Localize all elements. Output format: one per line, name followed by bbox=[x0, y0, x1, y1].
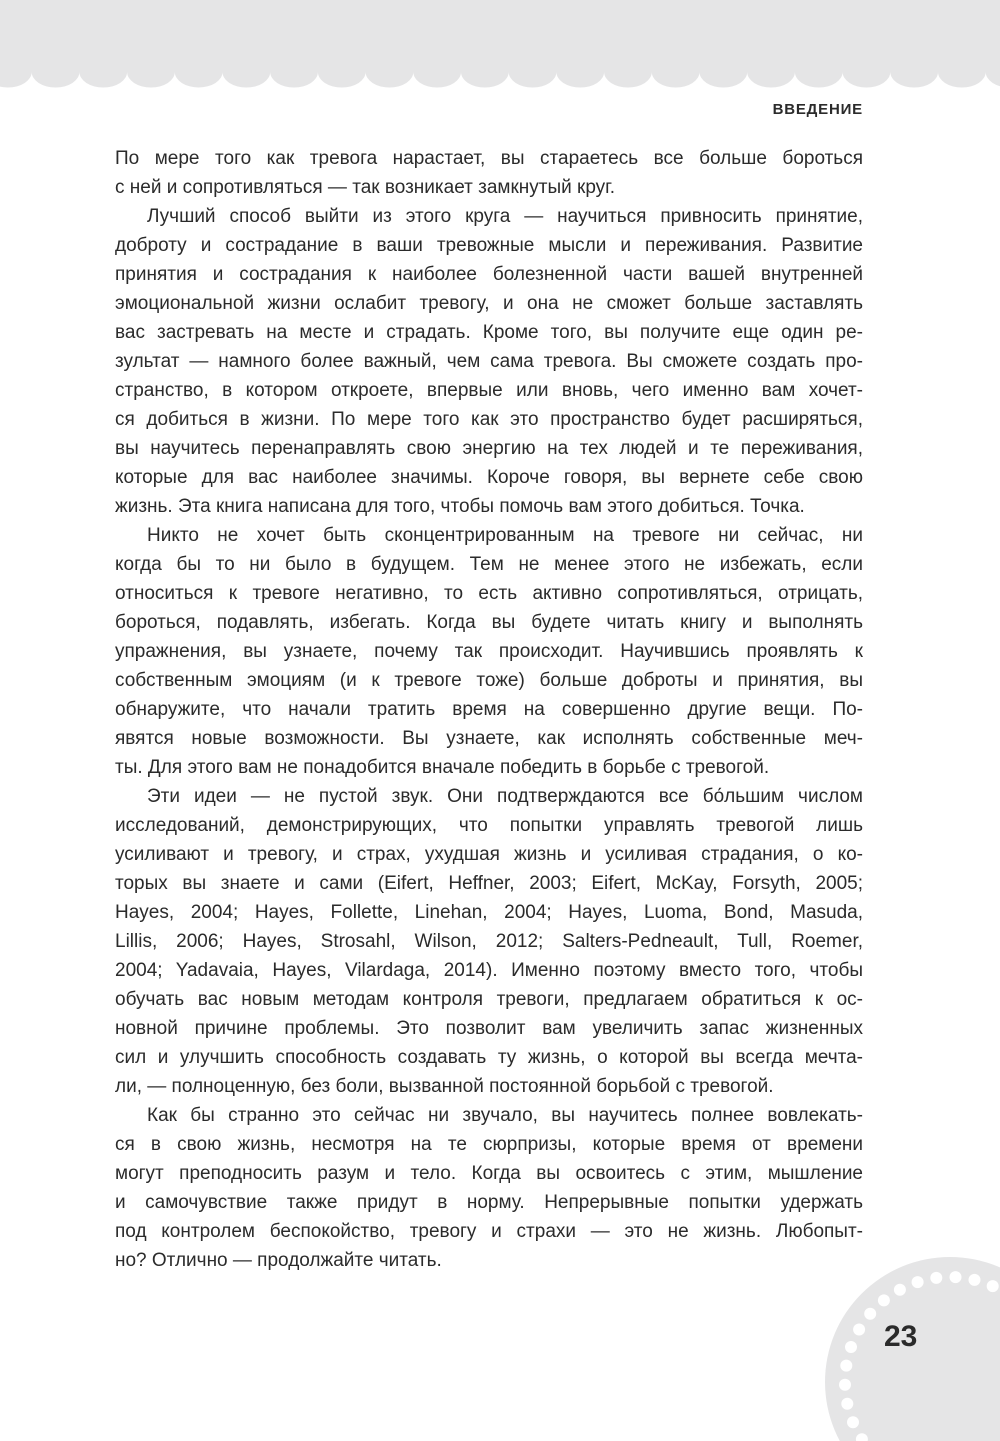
text-line: упражнения, вы узнаете, почему так происходит. Научившись проявлять к bbox=[115, 641, 863, 662]
body-text bbox=[115, 144, 863, 1275]
text-line: обнаружите, что начали тратить время на совершенно другие вещи. По- bbox=[115, 699, 863, 720]
text-line: под контролем беспокойство, тревогу и страхи — это не жизнь. Любопыт- bbox=[115, 1221, 863, 1242]
dot-icon bbox=[930, 1272, 942, 1284]
text-line: ли, — полноценную, без боли, вызванной постоянной борьбой с тревогой. bbox=[115, 1076, 774, 1097]
text-line: вы научитесь перенаправлять свою энергию на тех людей и те переживания, bbox=[115, 438, 863, 459]
running-header: ВВЕДЕНИЕ bbox=[772, 101, 863, 118]
text-line: 2004; Yadavaia, Hayes, Vilardaga, 2014). Именно поэтому вместо того, чтобы bbox=[115, 960, 863, 981]
text-line: бороться, подавлять, избегать. Когда вы будете читать книгу и выполнять bbox=[115, 612, 863, 633]
text-line: с ней и сопротивляться — так возникает замкнутый круг. bbox=[115, 177, 616, 198]
text-line: По мере того как тревога нарастает, вы стараетесь все больше бороться bbox=[115, 148, 863, 169]
text-line: собственным эмоциям (и к тревоге тоже) больше доброты и принятия, вы bbox=[115, 670, 863, 691]
dot-icon bbox=[987, 1280, 999, 1292]
page-number: 23 bbox=[884, 1320, 918, 1353]
text-line: ся добиться в жизни. По мере того как это пространство будет расширяться, bbox=[115, 409, 863, 430]
dot-icon bbox=[853, 1324, 865, 1336]
text-line: зультат — намного более важный, чем сама тревога. Вы сможете создать про- bbox=[115, 351, 863, 372]
dot-icon bbox=[847, 1416, 859, 1428]
text-line: явятся новые возможности. Вы узнаете, как исполнять собственные меч- bbox=[115, 728, 863, 749]
text-line: доброту и сострадание в ваши тревожные мысли и переживания. Развитие bbox=[115, 235, 863, 256]
dot-icon bbox=[864, 1308, 876, 1320]
text-line: ты. Для этого вам не понадобится вначале победить в борьбе с тревогой. bbox=[115, 757, 770, 778]
text-line: когда бы то ни было в будущем. Тем не менее этого не избежать, если bbox=[115, 554, 863, 575]
text-line: новной причине проблемы. Это позволит вам увеличить запас жизненных bbox=[115, 1018, 863, 1039]
text-line: Никто не хочет быть сконцентрированным на тревоге ни сейчас, ни bbox=[147, 525, 863, 546]
dot-icon bbox=[878, 1294, 890, 1306]
text-line: принятия и сострадания к наиболее болезненной части вашей внутренней bbox=[115, 264, 863, 285]
dot-icon bbox=[894, 1284, 906, 1296]
text-line: Лучший способ выйти из этого круга — научиться привносить принятие, bbox=[147, 206, 863, 227]
dot-icon bbox=[839, 1379, 851, 1391]
text-line: сил и улучшить способность создавать ту жизнь, о которой вы всегда мечта- bbox=[115, 1047, 863, 1068]
scalloped-edge-decoration bbox=[0, 0, 1000, 90]
text-line: вас застревать на месте и страдать. Кроме того, вы получите еще один ре- bbox=[115, 322, 863, 343]
dot-icon bbox=[845, 1341, 857, 1353]
text-line: обучать вас новым методам контроля тревоги, предлагаем обратиться к ос- bbox=[115, 989, 863, 1010]
text-line: усиливают и тревогу, и страх, ухудшая жизнь и усиливая страдания, о ко- bbox=[115, 844, 863, 865]
text-line: Lillis, 2006; Hayes, Strosahl, Wilson, 2012; Salters-Pedneault, Tull, Roemer, bbox=[115, 931, 863, 952]
text-line: и самочувствие также придут в норму. Непрерывные попытки удержать bbox=[115, 1192, 863, 1213]
dot-icon bbox=[969, 1274, 981, 1286]
dot-icon bbox=[950, 1271, 962, 1283]
text-line: Эти идеи — не пустой звук. Они подтверждаются все бо́льшим числом bbox=[147, 786, 863, 807]
text-line: могут преподносить разум и тело. Когда вы освоитесь с этим, мышление bbox=[115, 1163, 863, 1184]
dot-icon bbox=[841, 1398, 853, 1410]
text-line: Hayes, 2004; Hayes, Follette, Linehan, 2004; Hayes, Luoma, Bond, Masuda, bbox=[115, 902, 863, 923]
text-line: жизнь. Эта книга написана для того, чтобы помочь вам этого добиться. Точка. bbox=[115, 496, 805, 517]
dot-icon bbox=[840, 1360, 852, 1372]
text-line: странство, в котором откроете, впервые или вновь, чего именно вам хочет- bbox=[115, 380, 863, 401]
text-line: ся в свою жизнь, несмотря на те сюрпризы, которые время от времени bbox=[115, 1134, 863, 1155]
text-line: относиться к тревоге негативно, то есть активно сопротивляться, отрицать, bbox=[115, 583, 863, 604]
text-line: которые для вас наиболее значимы. Короче говоря, вы вернете себе свою bbox=[115, 467, 863, 488]
text-line: эмоциональной жизни ослабит тревогу, и она не сможет больше заставлять bbox=[115, 293, 863, 314]
text-line: исследований, демонстрирующих, что попытки управлять тревогой лишь bbox=[115, 815, 863, 836]
dot-icon bbox=[912, 1276, 924, 1288]
text-line: торых вы знаете и сами (Eifert, Heffner, 2003; Eifert, McKay, Forsyth, 2005; bbox=[115, 873, 863, 894]
scalloped-edge-shape bbox=[0, 0, 1000, 88]
text-line: Как бы странно это сейчас ни звучало, вы научитесь полнее вовлекать- bbox=[147, 1105, 863, 1126]
text-line: но? Отлично — продолжайте читать. bbox=[115, 1250, 442, 1271]
